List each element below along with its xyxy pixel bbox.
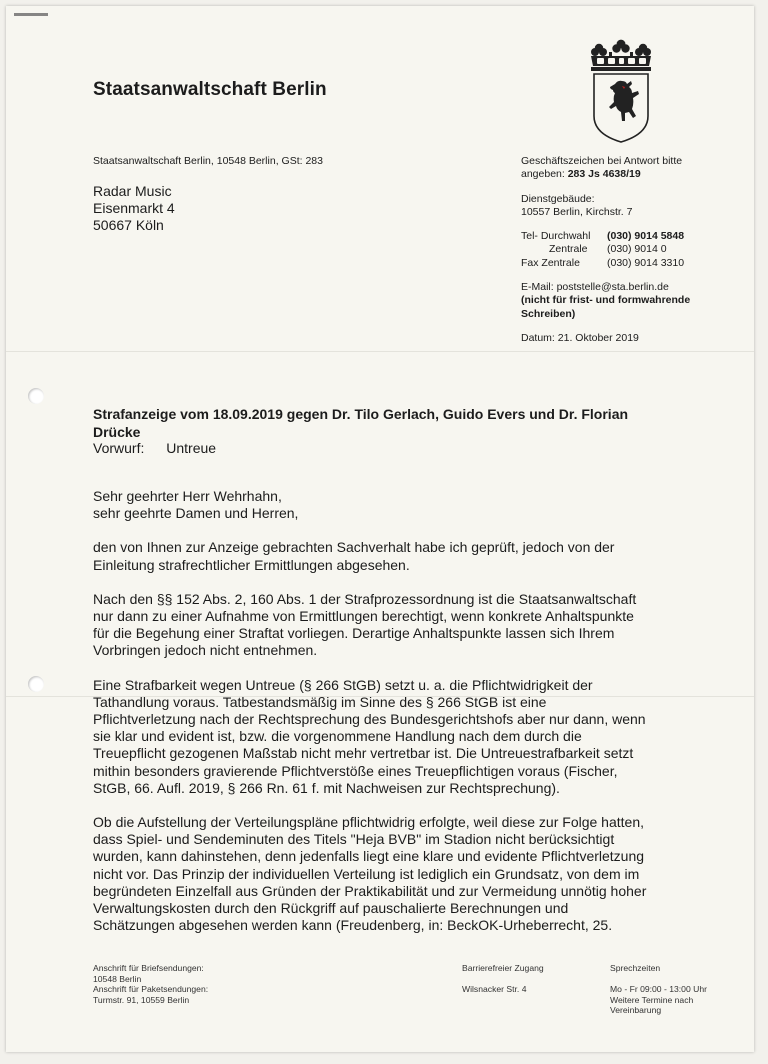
paragraph-line: dass Spiel- und Sendeminuten des Titels "Heja BVB" im Stadion nicht berücksichtigt: [93, 831, 615, 848]
punch-hole: [28, 676, 44, 692]
phone-direct-row: [521, 230, 751, 243]
paragraph-3: [93, 677, 703, 797]
recipient-street: Eisenmarkt 4: [93, 200, 175, 216]
paragraph-line: Eine Strafbarkeit wegen Untreue (§ 266 StGB) setzt u. a. die Pflichtwidrigkeit der: [93, 676, 593, 693]
paragraph-line: Treuepflicht gezogenen Maßstab nicht mehr vertretbar ist. Die Untreuestrafbarkeit setzt: [93, 745, 634, 762]
footer-letters-label: Anschrift für Briefsendungen:: [93, 963, 204, 973]
phone-direct-label: Tel- Durchwahl: [521, 230, 591, 243]
paragraph-line: StGB, 66. Aufl. 2019, § 266 Rn. 61 f. mit Nachweisen zur Rechtsprechung).: [93, 779, 560, 796]
paragraph-line: den von Ihnen zur Anzeige gebrachten Sachverhalt habe ich geprüft, jedoch von der: [93, 539, 615, 556]
salutation-line-2: sehr geehrte Damen und Herren,: [93, 505, 299, 522]
footer-addresses: [93, 963, 208, 1005]
paragraph-line: wurden, kann dahinstehen, denn jedenfalls liegt eine klare und evidente Pflichtverletzung: [93, 848, 645, 865]
subject-line-2: Drücke: [93, 424, 141, 440]
office-address: 10557 Berlin, Kirchstr. 7: [521, 205, 633, 218]
paragraph-line: Ob die Aufstellung der Verteilungspläne pflichtwidrig erfolgte, weil diese zur Folge hatten,: [93, 814, 644, 831]
recipient-address: [93, 183, 175, 234]
salutation-line-1: Sehr geehrter Herr Wehrhahn,: [93, 488, 282, 504]
footer-hours-2: Weitere Termine nach: [610, 994, 694, 1005]
letter-date: Datum: 21. Oktober 2019: [521, 331, 639, 344]
footer-hours: [610, 963, 707, 1016]
email-line: E-Mail: poststelle@sta.berlin.de: [521, 281, 669, 294]
paragraph-line: Nach den §§ 152 Abs. 2, 160 Abs. 1 der Strafprozessordnung ist die Staatsanwaltschaft: [93, 590, 637, 607]
reproach-line: [93, 440, 216, 456]
paragraph-line: sie klar und evident ist, bzw. die vorgenommene Handlung nach dem durch die: [93, 728, 582, 745]
phone-central-label: Zentrale: [549, 243, 588, 256]
fold-line: [6, 351, 754, 352]
punch-hole: [28, 388, 44, 404]
paragraph-line: Einleitung strafrechtlicher Ermittlungen abgesehen.: [93, 556, 410, 573]
reference-intro-2: angeben:: [521, 168, 565, 181]
paragraph-line: für die Begehung einer Straftat vorliegen. Derartige Anhaltspunkte lassen sich Ihrem: [93, 625, 615, 642]
office-label: Dienstgebäude:: [521, 192, 595, 205]
paragraph-line: Vorbringen jedoch nicht entnehmen.: [93, 642, 318, 659]
footer-hours-3: Vereinbarung: [610, 1005, 662, 1015]
recipient-name: Radar Music: [93, 183, 172, 199]
reproach-label: Vorwurf:: [93, 440, 145, 456]
paragraph-2: [93, 591, 703, 660]
footer-accessible-address: Wilsnacker Str. 4: [462, 984, 527, 994]
berlin-bear-crest-icon: [585, 38, 657, 146]
phone-central: (030) 9014 0: [607, 243, 667, 256]
paragraph-line: nicht vor. Das Prinzip der individuellen Verteilung ist lediglich ein Grundsatz, von dem im: [93, 865, 640, 882]
phone-central-row: [521, 243, 751, 256]
footer-accessible-label: Barrierefreier Zugang: [462, 963, 544, 973]
footer-letters-address: 10548 Berlin: [93, 973, 142, 984]
agency-name: Staatsanwaltschaft Berlin: [93, 79, 327, 100]
email-note-2: Schreiben): [521, 307, 576, 320]
footer-hours-1: Mo - Fr 09:00 - 13:00 Uhr: [610, 984, 707, 994]
subject-line-1: Strafanzeige vom 18.09.2019 gegen Dr. Tilo Gerlach, Guido Evers und Dr. Florian: [93, 406, 629, 422]
fax-number: (030) 9014 3310: [607, 256, 685, 269]
fax-label: Fax Zentrale: [521, 256, 580, 269]
footer-parcels-address: Turmstr. 91, 10559 Berlin: [93, 994, 190, 1005]
footer-accessible: [462, 963, 544, 995]
footer-hours-label: Sprechzeiten: [610, 963, 661, 973]
paragraph-line: Schätzungen abgesehen werden kann (Freudenberg, in: BeckOK-Urheberrecht, 25.: [93, 917, 613, 934]
paragraph-line: Tathandlung voraus. Tatbestandsmäßig im Sinne des § 266 StGB ist eine: [93, 693, 547, 710]
paragraph-line: begründeten Einzelfall aus Gründen der Praktikabilität und zur Vermeidung unnötig hoher: [93, 882, 647, 899]
reference-intro: Geschäftszeichen bei Antwort bitte: [521, 155, 683, 167]
paragraph-line: Verwaltungskosten durch den Rückgriff auf pauschalierte Berechnungen und: [93, 900, 569, 917]
paragraph-line: Pflichtverletzung nach der Rechtsprechung des Bundesgerichtshofs aber nur dann, wenn: [93, 711, 646, 728]
paragraph-1: [93, 539, 703, 573]
paragraph-line: mithin besonders gravierende Pflichtverstöße eines Treuepflichtigen voraus (Fischer,: [93, 762, 618, 779]
reproach-value: Untreue: [166, 440, 217, 456]
fold-mark: [14, 13, 48, 16]
paragraph-line: nur dann zu einer Aufnahme von Ermittlungen berechtigt, wenn konkrete Anhaltspunkte: [93, 608, 634, 625]
footer-parcels-label: Anschrift für Paketsendungen:: [93, 984, 209, 994]
email-note: (nicht für frist- und formwahrende: [521, 294, 691, 307]
info-sidebar: [521, 155, 751, 345]
phone-direct: (030) 9014 5848: [607, 230, 685, 243]
salutation: [93, 488, 703, 522]
subject-heading: [93, 405, 693, 441]
reference-line: [521, 168, 751, 181]
letter-body: [93, 488, 703, 951]
recipient-city: 50667 Köln: [93, 217, 164, 233]
sender-line: Staatsanwaltschaft Berlin, 10548 Berlin, GSt: 283: [93, 155, 323, 167]
paragraph-4: [93, 814, 703, 934]
reference-number: 283 Js 4638/19: [567, 168, 641, 181]
fax-row: [521, 257, 751, 270]
